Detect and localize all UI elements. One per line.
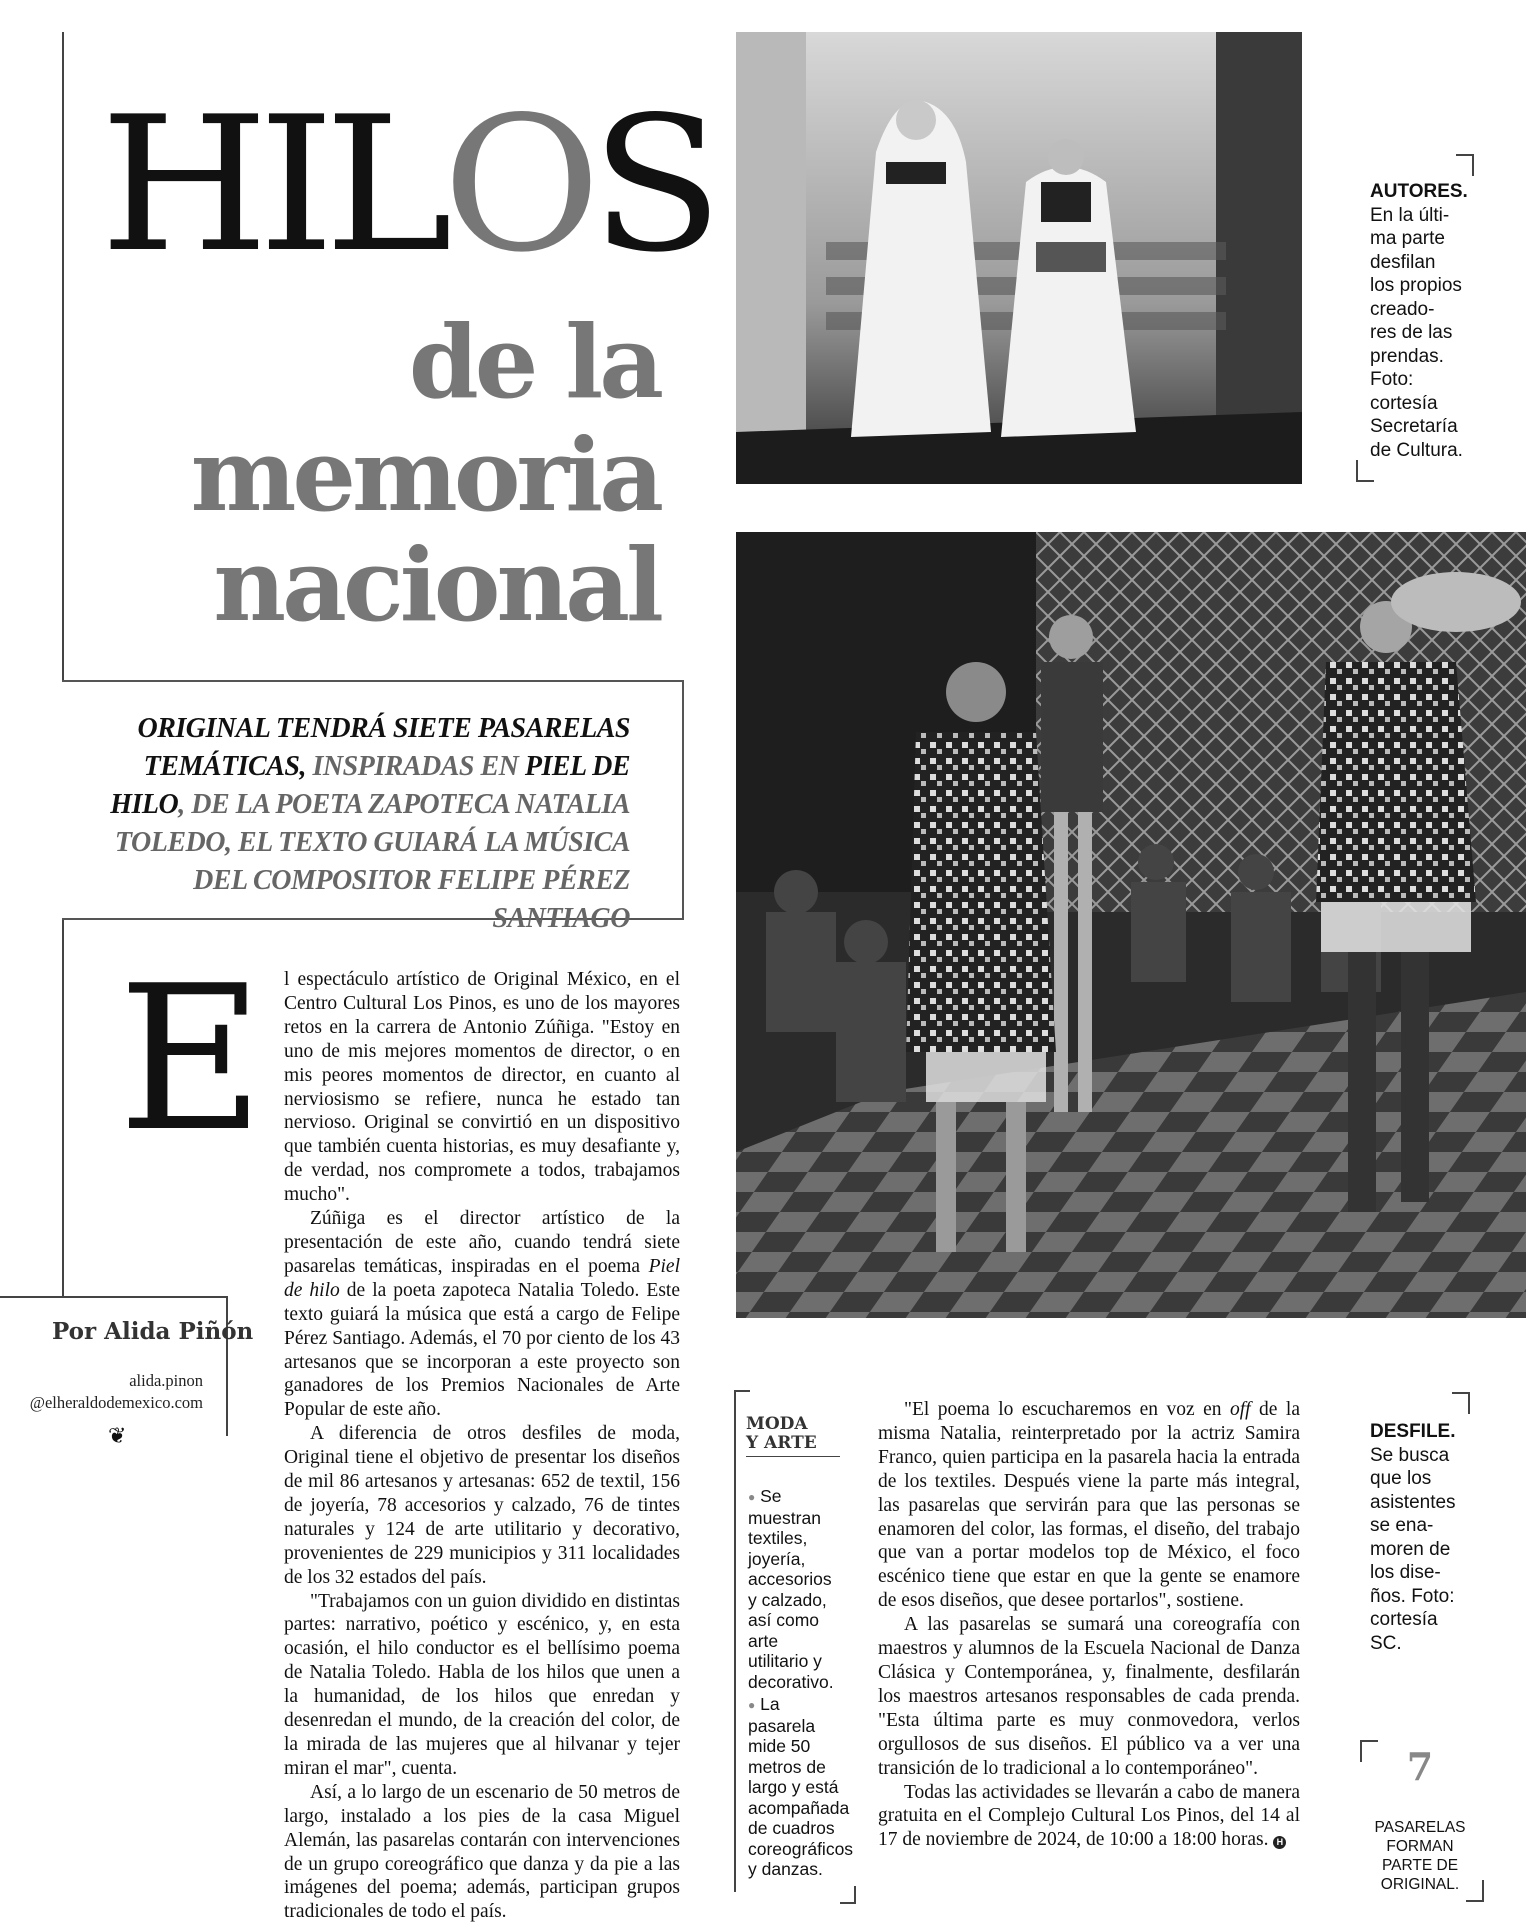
stat-text	[1360, 1818, 1480, 1894]
caption-top-line: res de las	[1370, 322, 1453, 343]
headline-line4: nacional	[213, 526, 660, 644]
caption-top-line: En la últi-	[1370, 204, 1450, 226]
byline-rule	[0, 1296, 228, 1298]
sidebar-title-rule	[746, 1456, 840, 1457]
sidebar-title-line2: Y ARTE	[746, 1433, 817, 1453]
caption-side-line: moren de	[1370, 1538, 1451, 1560]
fleuron-icon: ❦	[108, 1424, 127, 1449]
sidebar-box-cover-bottom	[730, 1892, 840, 1906]
caption-side-line: asistentes	[1370, 1491, 1456, 1513]
sidebar-title-line1: MODA	[746, 1414, 808, 1434]
body-paragraph: A las pasarelas se sumará una coreografía con maestros y alumnos de la Escuela Nacional de Danza Clásica y Contemporánea, y, finalmente, desfilarán los maestros artesanos responsables de cada prenda. "Esta última parte es muy conmovedora, verlos orgullosos de sus diseños. El público va a ver una transición de lo tradicional a lo contemporáneo".	[878, 1614, 1300, 1779]
sidebar-title	[746, 1415, 817, 1453]
caption-side-line: que los	[1370, 1468, 1432, 1489]
byline-email	[18, 1370, 203, 1414]
stat-corner-bottom	[1466, 1880, 1484, 1902]
byline-author: Por Alida Piñón	[52, 1318, 254, 1345]
caption-side-line: cortesía	[1370, 1609, 1438, 1630]
byline-line	[226, 1296, 228, 1436]
body-paragraph	[284, 1207, 680, 1422]
body-paragraph: "Trabajamos con un guion dividido en distintas partes: narrativo, poético y escénico, y, en esta ocasión, el hilo conductor es el bellísimo poema de Natalia Toledo. Habla de los hilos que unen a la humanidad, de los hilos que enredan y desenredan el mundo, de la creación del color, de la mirada de las mujeres que al hilvanar y tejer miran el mar", cuenta.	[284, 1590, 680, 1779]
caption-top-line: desfilan	[1370, 251, 1436, 273]
stat-text-line: ORIGINAL.	[1380, 1876, 1460, 1893]
caption-side-line: ños. Foto:	[1370, 1585, 1455, 1607]
caption-side	[1370, 1420, 1480, 1655]
subhead-bold1: ORIGINAL TENDRÁ SIETE PASARELAS TEMÁTICAS,	[137, 713, 630, 782]
stat-text-line: PASARELAS	[1374, 1819, 1466, 1836]
end-mark-icon: H	[1273, 1836, 1286, 1849]
body-column-1	[284, 968, 680, 1924]
sidebar-item-text: La pasarela mide 50 metros de largo y está acompañada de cuadros coreográficos y danzas.	[748, 1694, 854, 1880]
bullet-icon: ●	[748, 1698, 756, 1713]
caption-side-corner	[1452, 1392, 1470, 1414]
sidebar-item-1	[748, 1486, 840, 1692]
headline-line3: memoria	[190, 416, 660, 534]
caption-top-line: creado-	[1370, 298, 1435, 320]
poem-title: Piel de hilo	[284, 1255, 680, 1301]
frame-line-left-top	[62, 32, 64, 680]
subhead-bold2: PIEL DE HILO	[110, 751, 630, 820]
caption-side-line: se ena-	[1370, 1515, 1434, 1536]
headline-hilos: HILOS	[100, 76, 713, 293]
caption-top-line: prendas.	[1370, 345, 1444, 367]
caption-top-corner-bottom	[1356, 460, 1374, 482]
frame-line-left-mid	[62, 918, 64, 1296]
stat-text-line: FORMAN	[1386, 1838, 1454, 1855]
caption-top	[1370, 180, 1480, 462]
headline-line2: de la	[408, 303, 660, 421]
caption-top-line: Secretaría	[1370, 416, 1458, 437]
drop-cap: E	[118, 943, 264, 1176]
caption-side-line: Se busca	[1370, 1444, 1450, 1466]
body-paragraph: A diferencia de otros desfiles de moda, Original tiene el objetivo de presentar los diseños de mil 86 artesanos y artesanas: 652 de textil, 156 de joyería, 78 accesorios y calzado, 76 de tintes naturales y 124 de arte utilitario y decorativo, provenientes de 229 municipios y 311 localidades de los 32 estados del país.	[284, 1423, 680, 1588]
subhead	[80, 710, 630, 938]
caption-side-line: los dise-	[1370, 1562, 1441, 1583]
subhead-text1: INSPIRADAS EN	[305, 751, 525, 782]
caption-side-line: SC.	[1370, 1632, 1402, 1654]
byline-email-domain: @elheraldodemexico.com	[29, 1393, 203, 1412]
body-paragraph	[878, 1781, 1300, 1853]
body-italic: off	[1230, 1399, 1251, 1420]
body-paragraph: l espectáculo artístico de Original México, en el Centro Cultural Los Pinos, es uno de los mayores retos en la carrera de Antonio Zúñiga. "Estoy en uno de mis mejores momentos de director, o en mis peores momentos de director, en cuanto al nerviosismo se refiere, nunca he estado tan nervioso. Original se convirtió en un dispositivo que también cuenta historias, es muy desafiante y, de verdad, nos compromete a todos, trabajamos mucho".	[284, 969, 680, 1206]
body-text: de la poeta zapoteca Natalia Toledo. Este texto guiará la música que está a cargo de Felipe Pérez Santiago. Además, el 70 por ciento de los 43 artesanos que se incorporan a este proyecto son ganadores de los Premios Nacionales de Arte Popular de este año.	[284, 1279, 681, 1421]
sidebar-item-text: Se muestran textiles, joyería, accesorios y calzado, así como arte utilitario y decorativo.	[748, 1486, 834, 1692]
caption-top-line: los propios	[1370, 275, 1462, 296]
caption-top-corner	[1456, 154, 1474, 176]
body-text: de la misma Natalia, reinterpretado por la actriz Samira Franco, quien participa en la pasarela hacia la entrada de los textiles. Después viene la parte más integral, las pasarelas que servirán para que las personas se enamoren del color, las formas, el diseño, del trabajo que van a portar modelos top de México, el foco escénico tiene que estar en que la gente se enamore de esos diseños, que desee portarlos", sostiene.	[878, 1399, 1300, 1612]
body-text: Todas las actividades se llevarán a cabo de manera gratuita en el Complejo Cultural Los Pinos, del 14 al 17 de noviembre de 2024, de 10:00 a 18:00 horas.	[878, 1781, 1300, 1851]
body-paragraph: Así, a lo largo de un escenario de 50 metros de largo, instalado a los pies de la casa Miguel Alemán, las pasarelas contarán con intervenciones de un grupo coreográfico que danza y da pie a las imágenes del poema; además, participan grupos tradicionales de todo el país.	[284, 1781, 680, 1923]
body-column-2	[878, 1398, 1300, 1852]
byline-email-user: alida.pinon	[129, 1371, 203, 1390]
caption-side-kicker: DESFILE.	[1370, 1421, 1456, 1442]
subhead-text2: , DE LA POETA ZAPOTECA NATALIA TOLEDO, EL TEXTO GUIARÁ LA MÚSICA DEL COMPOSITOR FELIPE PÉREZ SANTIAGO	[114, 789, 630, 934]
caption-top-line: Foto:	[1370, 369, 1414, 390]
caption-top-line: ma parte	[1370, 228, 1445, 249]
sidebar-item-2	[748, 1694, 854, 1880]
body-text: "El poema lo escucharemos en voz en	[904, 1399, 1230, 1420]
caption-top-kicker: AUTORES.	[1370, 181, 1468, 202]
photo-top	[736, 32, 1302, 484]
stat-text-line: PARTE DE	[1381, 1857, 1459, 1874]
caption-top-line: cortesía	[1370, 392, 1438, 414]
body-text: Zúñiga es el director artístico de la presentación de este año, cuando tendrá siete pasarelas temáticas, inspiradas en el poema	[284, 1208, 680, 1277]
body-paragraph	[878, 1398, 1300, 1613]
stat-number: 7	[1406, 1744, 1434, 1789]
bullet-icon: ●	[748, 1490, 756, 1505]
photo-main	[736, 532, 1526, 1318]
caption-top-line: de Cultura.	[1370, 439, 1463, 461]
